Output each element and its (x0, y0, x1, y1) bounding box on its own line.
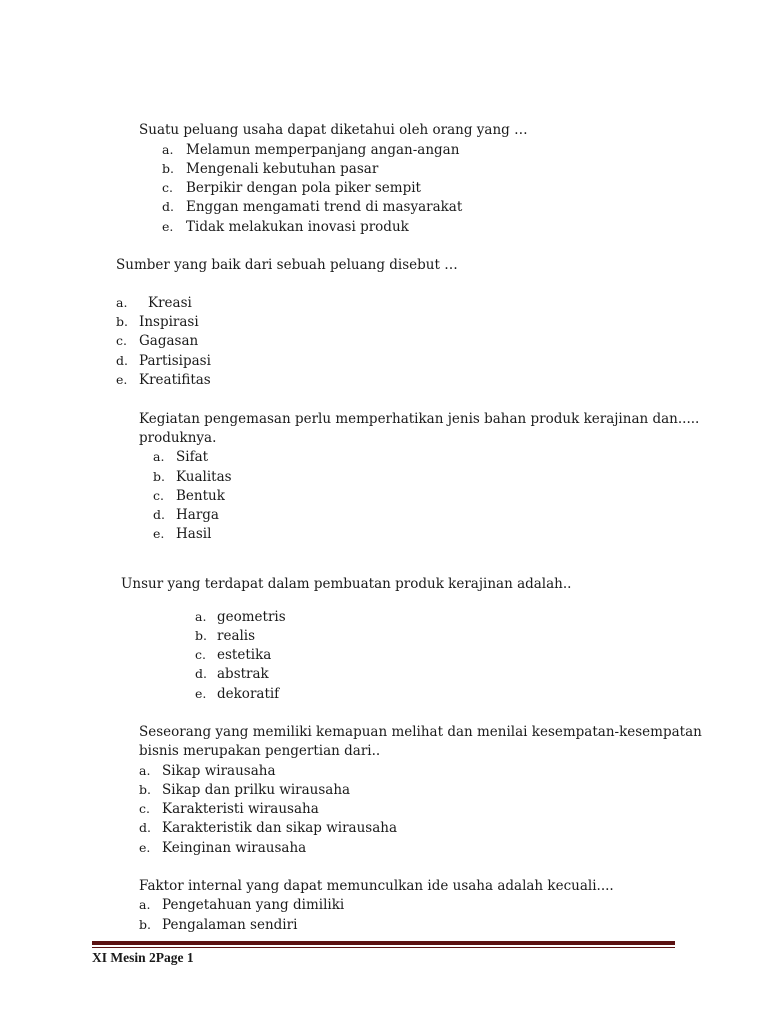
option-letter: d. (139, 820, 151, 835)
option-letter: d. (162, 199, 174, 214)
option-letter: a. (139, 763, 151, 778)
question-4-text: Unsur yang terdapat dalam pembuatan produk kerajinan adalah.. (121, 576, 572, 592)
option-text: Enggan mengamati trend di masyarakat (186, 199, 463, 215)
option-text: Sifat (176, 449, 209, 465)
question-3-text-line2: produknya. (139, 430, 217, 446)
option-letter: c. (195, 647, 206, 662)
option-letter: c. (153, 488, 164, 503)
option-text: Inspirasi (139, 314, 199, 330)
footer-rule-thick (92, 941, 675, 945)
option-letter: a. (139, 897, 151, 912)
option-text: Harga (176, 507, 219, 523)
option-text: Kreatifitas (139, 372, 211, 388)
option-letter: a. (116, 295, 128, 310)
page-footer: XI Mesin 2Page 1 (92, 950, 194, 965)
option-text: realis (217, 628, 256, 644)
option-text: Sikap wirausaha (162, 763, 276, 779)
option-text: dekoratif (217, 686, 280, 702)
option-letter: c. (116, 333, 127, 348)
option-text: Hasil (176, 526, 212, 542)
option-text: Kreasi (148, 295, 192, 311)
option-text: Karakteristik dan sikap wirausaha (162, 820, 398, 836)
question-1-text: Suatu peluang usaha dapat diketahui oleh orang yang … (139, 122, 528, 138)
option-text: Partisipasi (139, 353, 211, 369)
option-text: Berpikir dengan pola piker sempit (186, 180, 421, 196)
option-text: Tidak melakukan inovasi produk (186, 219, 409, 235)
option-letter: d. (116, 353, 128, 368)
option-text: Sikap dan prilku wirausaha (162, 782, 351, 798)
option-text: Melamun memperpanjang angan-angan (186, 142, 460, 158)
option-letter: c. (139, 801, 150, 816)
option-letter: b. (139, 782, 151, 797)
option-letter: e. (162, 219, 174, 234)
option-text: Bentuk (176, 488, 225, 504)
question-2-text: Sumber yang baik dari sebuah peluang disebut … (116, 257, 458, 273)
option-letter: b. (162, 161, 174, 176)
option-letter: d. (195, 666, 207, 681)
option-text: abstrak (217, 666, 269, 682)
option-letter: a. (195, 609, 207, 624)
option-letter: b. (139, 917, 151, 932)
option-text: geometris (217, 609, 286, 625)
option-letter: e. (195, 686, 207, 701)
option-letter: c. (162, 180, 173, 195)
question-5-text-line2: bisnis merupakan pengertian dari.. (139, 743, 381, 759)
footer-rule-thin (92, 947, 675, 948)
question-5-text-line1: Seseorang yang memiliki kemapuan melihat dan menilai kesempatan-kesempatan (139, 724, 702, 740)
question-6-text: Faktor internal yang dapat memunculkan ide usaha adalah kecuali.... (139, 878, 614, 894)
option-letter: b. (195, 628, 207, 643)
option-text: Gagasan (139, 333, 199, 349)
option-text: estetika (217, 647, 272, 663)
option-letter: a. (153, 449, 165, 464)
option-text: Keinginan wirausaha (162, 840, 307, 856)
option-letter: a. (162, 142, 174, 157)
option-letter: e. (139, 840, 151, 855)
option-text: Pengetahuan yang dimiliki (162, 897, 345, 913)
option-letter: e. (153, 526, 165, 541)
option-letter: d. (153, 507, 165, 522)
option-text: Kualitas (176, 469, 232, 485)
option-letter: b. (116, 314, 128, 329)
option-letter: e. (116, 372, 128, 387)
option-letter: b. (153, 469, 165, 484)
option-text: Karakteristi wirausaha (162, 801, 319, 817)
question-3-text-line1: Kegiatan pengemasan perlu memperhatikan jenis bahan produk kerajinan dan..... (139, 411, 700, 427)
option-text: Pengalaman sendiri (162, 917, 298, 933)
option-text: Mengenali kebutuhan pasar (186, 161, 379, 177)
